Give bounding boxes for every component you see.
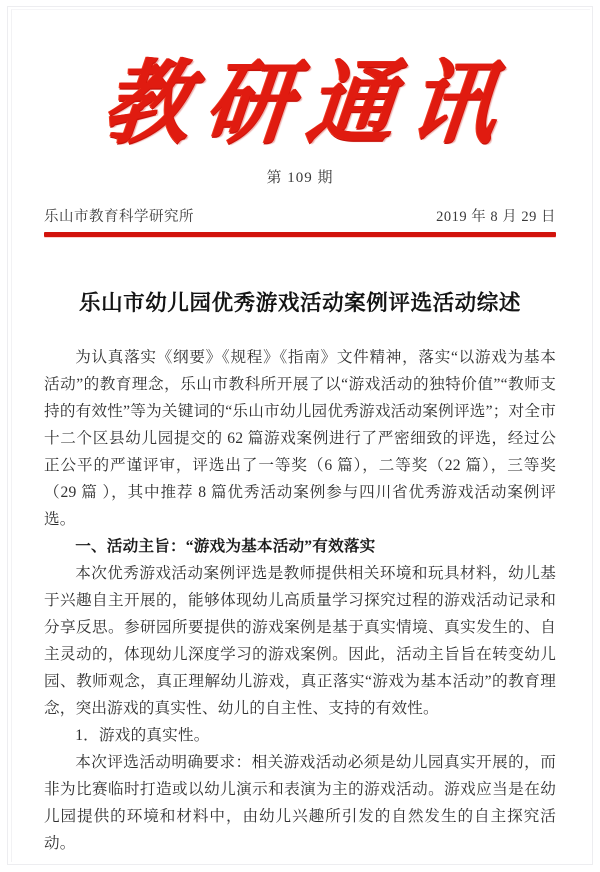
masthead-title: 教研通讯 — [98, 49, 518, 157]
header-divider — [44, 232, 556, 237]
paragraph-section-1: 本次优秀游戏活动案例评选是教师提供相关环境和玩具材料，幼儿基于兴趣自主开展的，能够体现幼儿高质量学习探究过程的游戏活动记录和分享反思。参研园所要提供的游戏案例是基于真实情境、真实发生的、自主灵动的，体现幼儿深度学习的游戏案例。因此，活动主旨旨在转变幼儿园、教师观念，真正理解幼儿游戏，真正落实“游戏为基本活动”的教育理念，突出游戏的真实性、幼儿的自主性、支持的有效性。 — [44, 565, 556, 717]
paragraph-sub-item-1: 本次评选活动明确要求：相关游戏活动必须是幼儿园真实开展的，而非为比赛临时打造或以幼儿演示和表演为主的游戏活动。游戏应当是在幼儿园提供的环境和材料中，由幼儿兴趣所引发的自然发生的自主探究活动。 — [44, 754, 556, 852]
section-heading-1: 一、活动主旨：“游戏为基本活动”有效落实 — [75, 538, 376, 555]
publication-date: 2019 年 8 月 29 日 — [436, 209, 556, 225]
sub-item-1: 1．游戏的真实性。 — [75, 727, 210, 744]
paragraph-intro: 为认真落实《纲要》《规程》《指南》文件精神，落实“以游戏为基本活动”的教育理念，乐山市教科所开展了以“游戏活动的独特价值”“教师支持的有效性”等为关键词的“乐山市幼儿园优秀游戏活动案例评选”；对全市十二个区县幼儿园提交的 62 篇游戏案例进行了严密细致的评选，经过公正公平的严谨评审，评选出了一等奖（6 篇），二等奖（22 篇），三等奖（29 篇 ），其中推荐 8 篇优秀活动案例参与四川省优秀游戏活动案例评选。 — [44, 349, 556, 528]
article-body — [44, 344, 556, 857]
page-content — [44, 0, 556, 857]
masthead — [44, 48, 556, 160]
article-title: 乐山市幼儿园优秀游戏活动案例评选活动综述 — [78, 291, 521, 316]
publisher-date-row — [44, 205, 556, 226]
publisher-name: 乐山市教育科学研究所 — [44, 209, 194, 225]
issue-number: 第 109 期 — [266, 170, 334, 186]
